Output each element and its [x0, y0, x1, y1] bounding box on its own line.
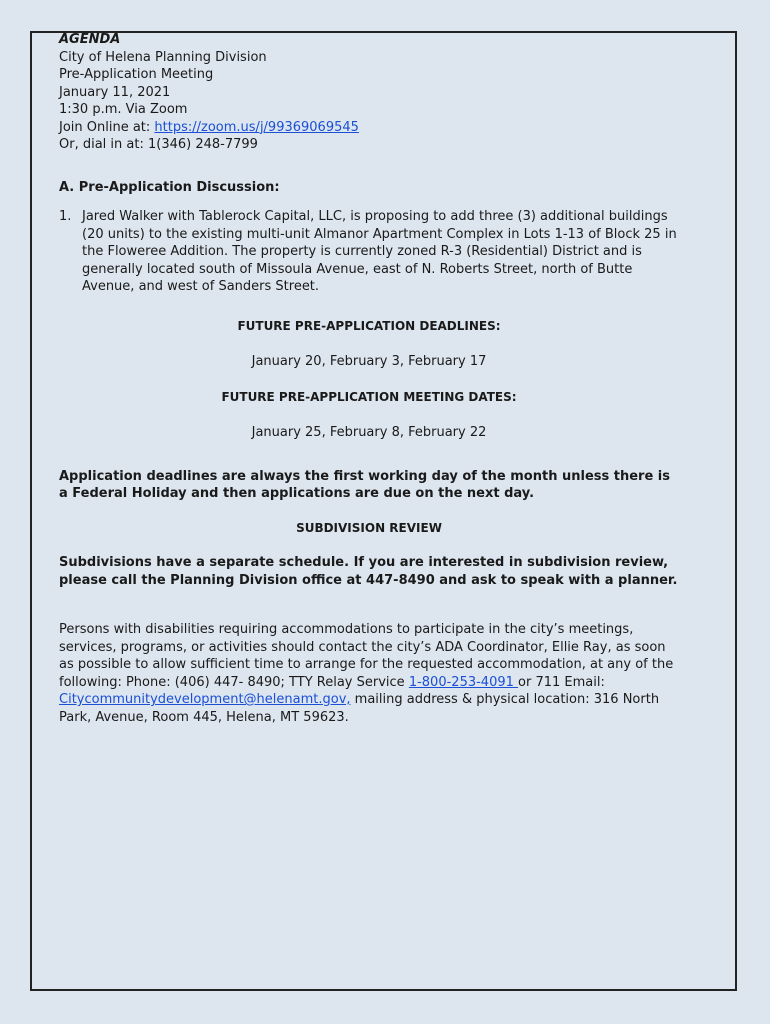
- meeting-header: [59, 31, 679, 154]
- subdivision-text: Subdivisions have a separate schedule. If you are interested in subdivision review, please call the Planning Division office at 447-8490 and ask to speak with a planner.: [59, 555, 678, 588]
- section-a-title: A. Pre-Application Discussion:: [59, 179, 280, 195]
- join-online-line: [59, 119, 679, 137]
- zoom-link[interactable]: https://zoom.us/j/99369069545: [154, 119, 359, 135]
- item-number: 1.: [59, 209, 72, 224]
- deadlines-dates: January 20, February 3, February 17: [251, 354, 487, 369]
- meeting-type: Pre-Application Meeting: [59, 67, 214, 82]
- meeting-time: 1:30 p.m. Via Zoom: [59, 102, 188, 117]
- agenda-heading: AGENDA: [59, 32, 121, 47]
- email-link[interactable]: Citycommunitydevelopment@helenamt.gov,: [59, 692, 351, 707]
- deadline-note: Application deadlines are always the first working day of the month unless there is a Federal Holiday and then applications are due on the next day.: [59, 468, 670, 501]
- subdivision-title: SUBDIVISION REVIEW: [296, 520, 442, 535]
- join-prefix: Join Online at:: [59, 119, 155, 135]
- relay-phone-link[interactable]: 1-800-253-4091: [408, 674, 519, 690]
- item-text: Jared Walker with Tablerock Capital, LLC, is proposing to add three (3) additional buildings (20 units) to the existing multi-unit Almanor Apartment Complex in Lots 1-13 of Block 25 in the Floweree Addition. The property is currently zoned R-3 (Residential) District and is generally located south of Missoula Avenue, east of N. Roberts Street, north of Butte Avenue, and west of Sanders Street.: [82, 209, 677, 294]
- meeting-dates-title: FUTURE PRE-APPLICATION MEETING DATES:: [221, 389, 517, 404]
- ada-text-1: Persons with disabilities requiring accommodations to participate in the city’s meetings, services, programs, or activities should contact the city’s ADA Coordinator, Ellie Ray, as soon as possible to allow sufficient time to arrange for the requested accommodation, at any of the following: Phone: (406) 447- 8490; TTY Relay Service: [59, 622, 674, 690]
- meeting-date: January 11, 2021: [59, 84, 171, 100]
- org-name: City of Helena Planning Division: [59, 49, 267, 65]
- list-item: [59, 208, 679, 296]
- meeting-dates-values: January 25, February 8, February 22: [251, 425, 487, 440]
- ada-text-2: or 711 Email:: [518, 674, 605, 690]
- ada-notice: [59, 621, 679, 726]
- deadlines-title: FUTURE PRE-APPLICATION DEADLINES:: [237, 318, 501, 333]
- dial-in-line: Or, dial in at: 1(346) 248-7799: [59, 137, 258, 152]
- ada-text-3: mailing address & physical location: 316 North Park, Avenue, Room 445, Helena, MT 59623.: [59, 692, 660, 725]
- agenda-content: [59, 31, 679, 726]
